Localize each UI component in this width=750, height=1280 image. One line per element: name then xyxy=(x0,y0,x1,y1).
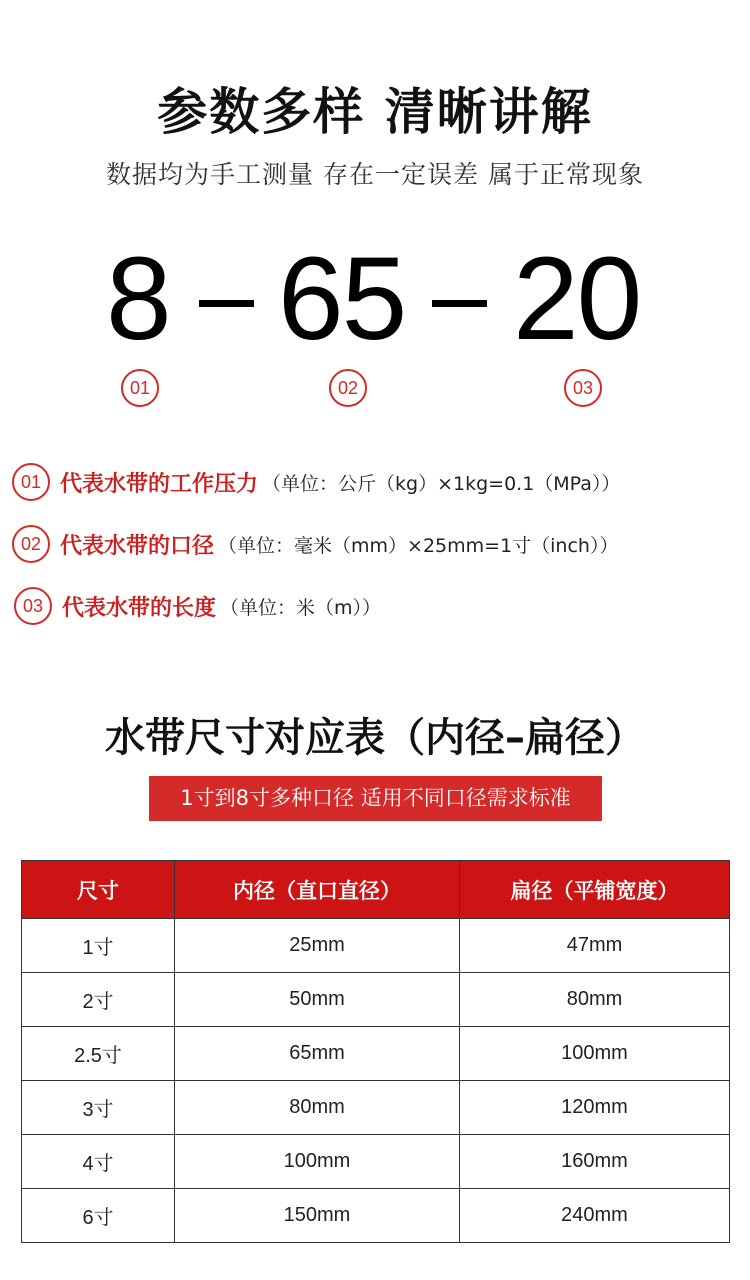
size-banner: 1寸到8寸多种口径 适用不同口径需求标准 xyxy=(149,776,602,821)
marker-02: 02 xyxy=(329,369,367,407)
code-dash-1 xyxy=(199,300,254,307)
page-subtitle: 数据均为手工测量 存在一定误差 属于正常现象 xyxy=(106,160,644,189)
table-row xyxy=(22,919,730,973)
legend-label: 代表水带的长度 xyxy=(62,595,217,621)
cell-inner-diameter: 100mm xyxy=(175,1135,460,1189)
cell-flat-width: 160mm xyxy=(460,1135,730,1189)
legend-item-pressure xyxy=(12,462,620,502)
legend-item-diameter xyxy=(12,524,618,564)
legend-marker-02: 02 xyxy=(12,525,50,563)
marker-01: 01 xyxy=(121,369,159,407)
cell-size: 2寸 xyxy=(22,973,175,1027)
cell-size: 6寸 xyxy=(22,1189,175,1243)
cell-inner-diameter: 150mm xyxy=(175,1189,460,1243)
table-row xyxy=(22,1081,730,1135)
legend-marker-01: 01 xyxy=(12,463,50,501)
legend-note: （单位：毫米（mm）×25mm=1寸（inch）） xyxy=(218,534,619,557)
cell-size: 3寸 xyxy=(22,1081,175,1135)
cell-inner-diameter: 65mm xyxy=(175,1027,460,1081)
header-size: 尺寸 xyxy=(22,861,175,919)
code-length: 20 xyxy=(513,233,641,365)
marker-03: 03 xyxy=(564,369,602,407)
page-title: 参数多样 清晰讲解 xyxy=(157,83,593,141)
cell-flat-width: 47mm xyxy=(460,919,730,973)
cell-flat-width: 120mm xyxy=(460,1081,730,1135)
code-dash-2 xyxy=(432,300,487,307)
header-inner-diameter: 内径（直口直径） xyxy=(175,861,460,919)
table-header-row xyxy=(22,861,730,919)
cell-inner-diameter: 25mm xyxy=(175,919,460,973)
size-table-title: 水带尺寸对应表（内径–扁径） xyxy=(105,715,645,761)
legend-note: （单位：公斤（kg）×1kg=0.1（MPa）） xyxy=(262,472,621,495)
cell-flat-width: 100mm xyxy=(460,1027,730,1081)
table-row xyxy=(22,973,730,1027)
cell-size: 2.5寸 xyxy=(22,1027,175,1081)
legend-label: 代表水带的口径 xyxy=(60,533,215,559)
table-row xyxy=(22,1189,730,1243)
cell-inner-diameter: 50mm xyxy=(175,973,460,1027)
legend-note: （单位：米（m）） xyxy=(220,596,382,619)
legend-label: 代表水带的工作压力 xyxy=(60,471,259,497)
cell-flat-width: 240mm xyxy=(460,1189,730,1243)
cell-inner-diameter: 80mm xyxy=(175,1081,460,1135)
size-table xyxy=(21,860,730,1243)
legend-item-length xyxy=(14,586,381,626)
table-row xyxy=(22,1027,730,1081)
code-pressure: 8 xyxy=(106,233,170,365)
header-flat-width: 扁径（平铺宽度） xyxy=(460,861,730,919)
code-diameter: 65 xyxy=(278,233,406,365)
cell-size: 1寸 xyxy=(22,919,175,973)
cell-flat-width: 80mm xyxy=(460,973,730,1027)
cell-size: 4寸 xyxy=(22,1135,175,1189)
table-row xyxy=(22,1135,730,1189)
legend-marker-03: 03 xyxy=(14,587,52,625)
